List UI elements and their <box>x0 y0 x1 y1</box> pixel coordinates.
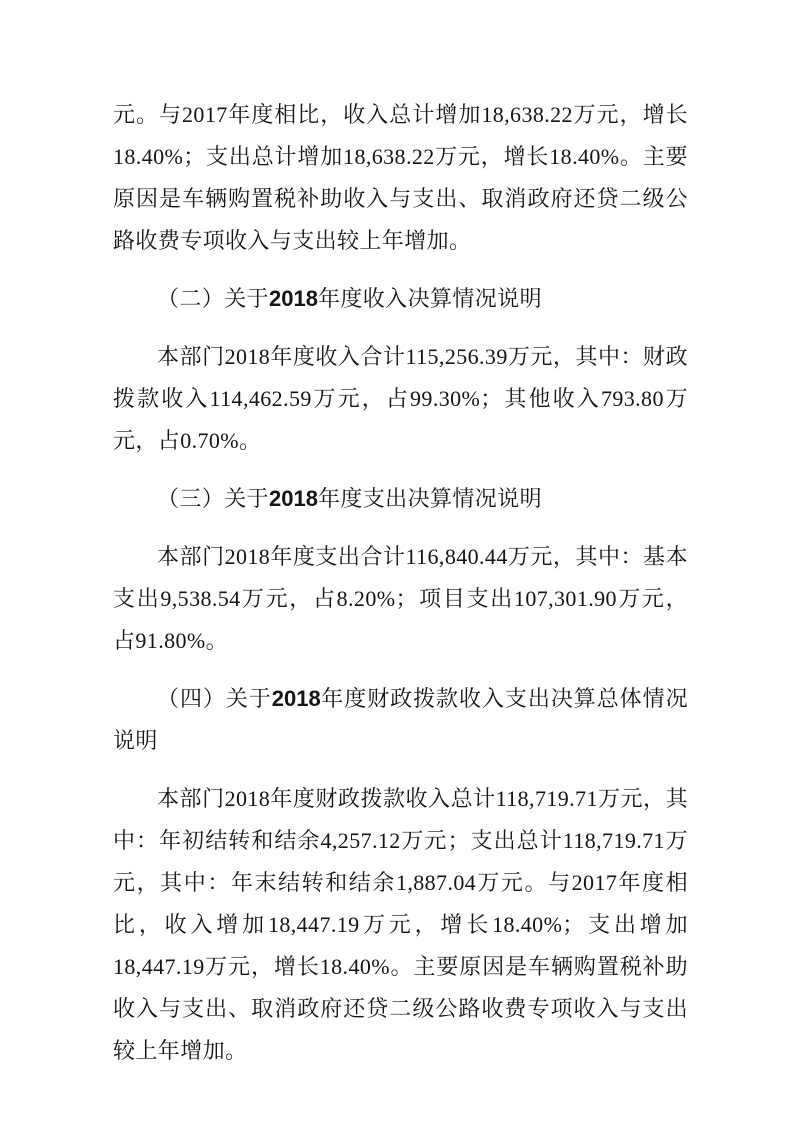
section-heading-income-year: 2018 <box>269 286 318 311</box>
paragraph-fiscal-appropriation-detail: 本部门2018年度财政拨款收入总计118,719.71万元，其中：年初结转和结余4,257.12万元；支出总计118,719.71万元，其中：年末结转和结余1,887.04万元。与2017年度相比，收入增加18,447.19万元，增长18.40%；支出增加18,447.19万元，增长18.40%。主要原因是车辆购置税补助收入与支出、取消政府还贷二级公路收费专项收入与支出较上年增加。 <box>113 786 688 1063</box>
section-heading-expenditure <box>113 478 688 520</box>
section-heading-fiscal-appropriation-year: 2018 <box>271 686 321 711</box>
section-heading-fiscal-appropriation <box>113 678 688 762</box>
section-heading-expenditure-prefix: （三）关于 <box>157 486 270 511</box>
paragraph-overview-continuation: 元。与2017年度相比，收入总计增加18,638.22万元，增长18.40%；支出总计增加18,638.22万元，增长18.40%。主要原因是车辆购置税补助收入与支出、取消政府还贷二级公路收费专项收入与支出较上年增加。 <box>113 102 688 253</box>
section-heading-expenditure-suffix: 年度支出决算情况说明 <box>317 486 542 511</box>
section-heading-income <box>113 278 688 320</box>
section-heading-income-prefix: （二）关于 <box>157 286 270 311</box>
paragraph-expenditure-detail: 本部门2018年度支出合计116,840.44万元，其中：基本支出9,538.54万元，占8.20%；项目支出107,301.90万元，占91.80%。 <box>113 544 688 653</box>
section-heading-fiscal-appropriation-suffix: 年度财政拨款收入支出决算总体情况说明 <box>113 686 688 753</box>
paragraph-income-detail: 本部门2018年度收入合计115,256.39万元，其中：财政拨款收入114,462.59万元，占99.30%；其他收入793.80万元，占0.70%。 <box>113 344 688 453</box>
section-heading-expenditure-year: 2018 <box>269 486 318 511</box>
section-heading-income-suffix: 年度收入决算情况说明 <box>317 286 542 311</box>
section-heading-fiscal-appropriation-prefix: （四）关于 <box>157 686 272 711</box>
